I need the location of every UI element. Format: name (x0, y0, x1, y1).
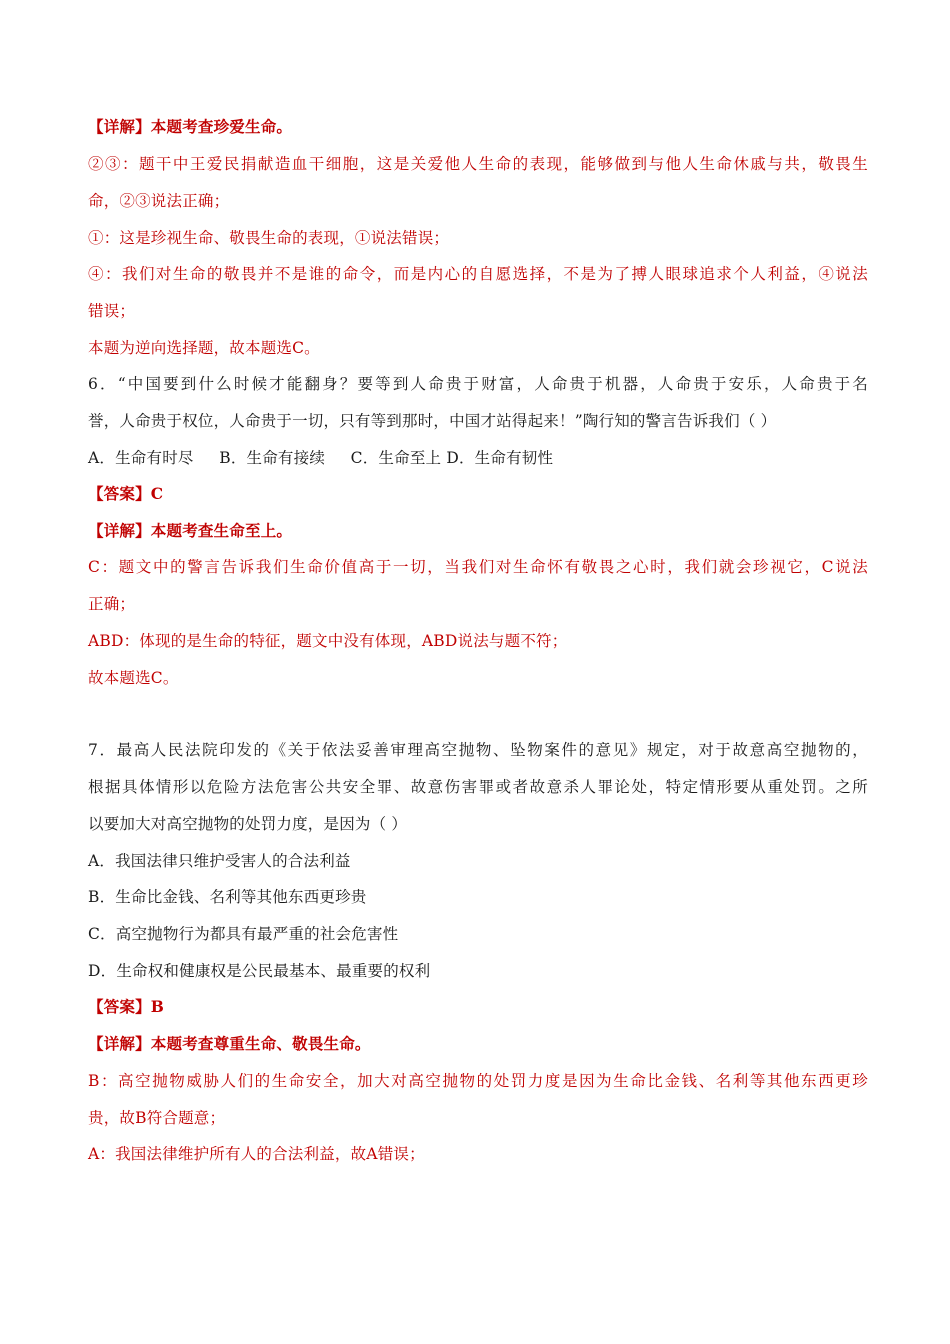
q6-detail-heading: 【详解】本题考查生命至上。 (88, 521, 293, 540)
q5-analysis-paragraph-1-line-2: 命，②③说法正确； (88, 192, 230, 210)
q5-analysis-paragraph-2: ①：这是珍视生命、敬畏生命的表现，①说法错误； (88, 229, 450, 247)
q6-answer: 【答案】C (88, 484, 164, 503)
q7-stem-line-2: 根据具体情形以危险方法危害公共安全罪、故意伤害罪或者故意杀人罪论处，特定情形要从重处罚。之所 (88, 778, 868, 796)
q6-stem-line-1: 6．“中国要到什么时候才能翻身？要等到人命贵于财富，人命贵于机器，人命贵于安乐，人命贵于名 (88, 375, 868, 393)
q7-analysis-paragraph-2: A：我国法律维护所有人的合法利益，故A错误； (88, 1145, 425, 1163)
q7-analysis-paragraph-1-line-2: 贵，故B符合题意； (88, 1109, 226, 1127)
q6-analysis-paragraph-1-line-1: C：题文中的警言告诉我们生命价值高于一切，当我们对生命怀有敬畏之心时，我们就会珍视它，C说法 (88, 558, 868, 576)
q6-stem-line-2: 誉，人命贵于权位，人命贵于一切，只有等到那时，中国才站得起来！”陶行知的警言告诉我们（ ） (88, 412, 777, 430)
q5-conclusion: 本题为逆向选择题，故本题选C。 (88, 339, 320, 357)
q6-analysis-paragraph-2: ABD：体现的是生命的特征，题文中没有体现，ABD说法与题不符； (88, 632, 568, 650)
q7-answer: 【答案】B (88, 997, 165, 1016)
q7-stem-line-1: 7．最高人民法院印发的《关于依法妥善审理高空抛物、坠物案件的意见》规定，对于故意高空抛物的， (88, 741, 868, 759)
q5-analysis-paragraph-3-line-2: 错误； (88, 302, 136, 320)
q6-options: A．生命有时尽 B．生命有接续 C．生命至上 D．生命有韧性 (88, 449, 554, 467)
q7-option-b: B．生命比金钱、名利等其他东西更珍贵 (88, 888, 367, 906)
q5-analysis-paragraph-3-line-1: ④：我们对生命的敬畏并不是谁的命令，而是内心的自愿选择，不是为了搏人眼球追求个人利益，④说法 (88, 265, 868, 283)
q7-stem-line-3: 以要加大对高空抛物的处罚力度，是因为（ ） (88, 815, 408, 833)
q5-analysis-paragraph-1-line-1: ②③：题干中王爱民捐献造血干细胞，这是关爱他人生命的表现，能够做到与他人生命休戚与共，敬畏生 (88, 155, 868, 173)
q7-analysis-paragraph-1-line-1: B：高空抛物威胁人们的生命安全，加大对高空抛物的处罚力度是因为生命比金钱、名利等其他东西更珍 (88, 1072, 868, 1090)
q5-detail-heading: 【详解】本题考查珍爱生命。 (88, 117, 293, 136)
q7-option-a: A．我国法律只维护受害人的合法利益 (88, 852, 351, 870)
q6-conclusion: 故本题选C。 (88, 669, 179, 687)
q7-option-d: D．生命权和健康权是公民最基本、最重要的权利 (88, 962, 431, 980)
q6-analysis-paragraph-1-line-2: 正确； (88, 595, 136, 613)
q7-option-c: C．高空抛物行为都具有最严重的社会危害性 (88, 925, 399, 943)
q7-detail-heading: 【详解】本题考查尊重生命、敬畏生命。 (88, 1034, 371, 1053)
